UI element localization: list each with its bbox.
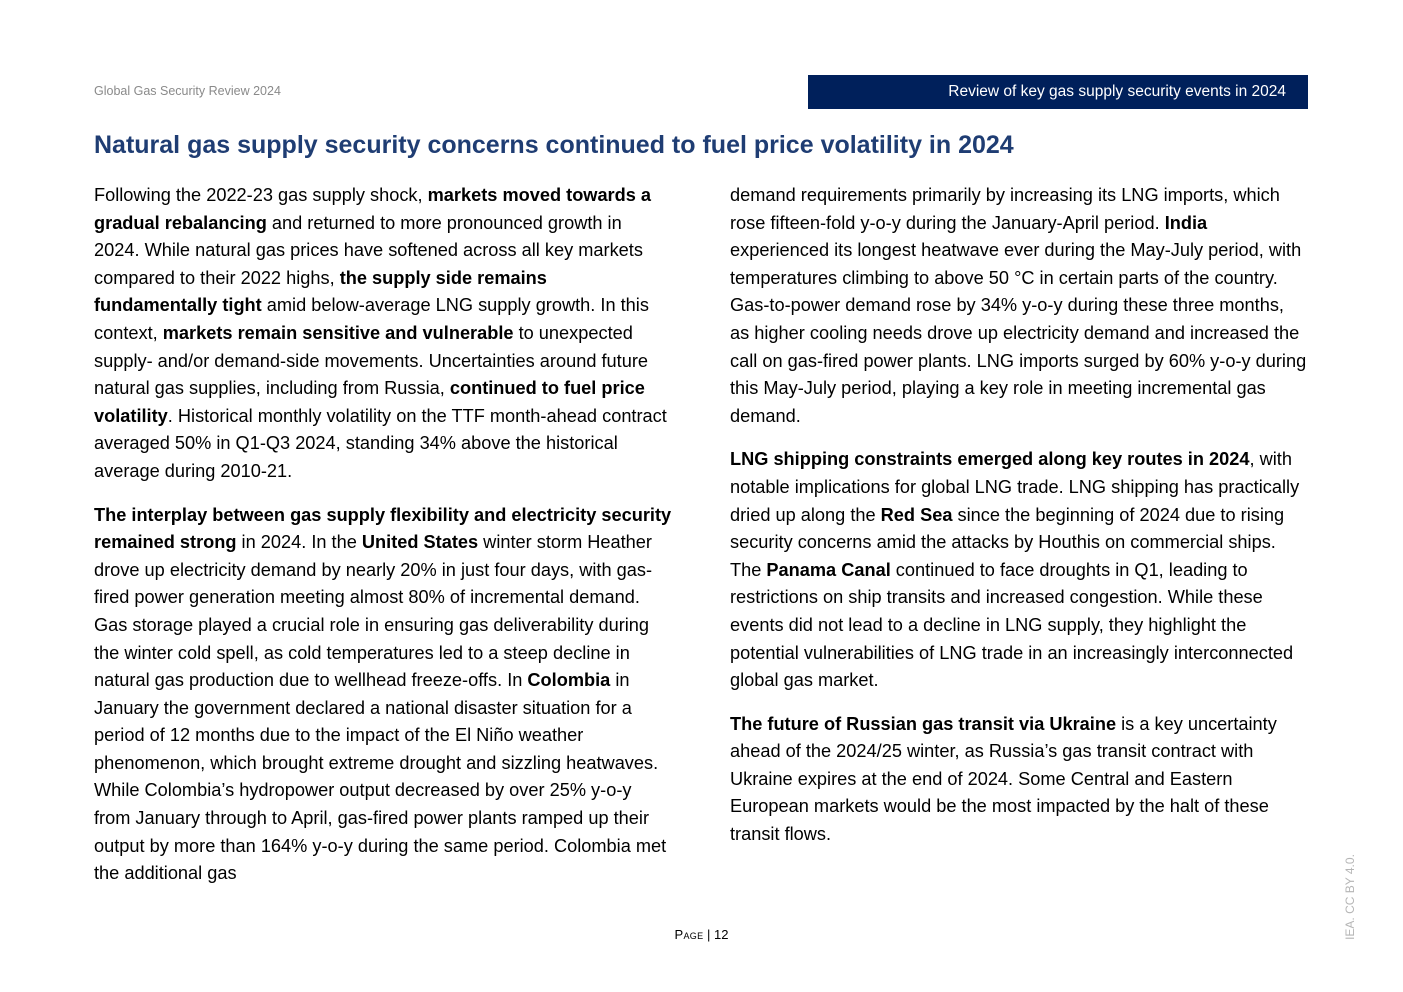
paragraph-market-rebalancing: Following the 2022-23 gas supply shock, markets moved towards a gradual rebalancing and returned to more pronounced growth in 2024. While natural gas prices have softened across all key markets compared to their 2022 highs, the supply side remains fundamentally tight amid below-average LNG supply growth. In this context, markets remain sensitive and vulnerable to unexpected supply- and/or demand-side movements. Uncertainties around future natural gas supplies, including from Russia, continued to fuel price volatility. Historical monthly volatility on the TTF month-ahead contract averaged 50% in Q1-Q3 2024, standing 34% above the historical average during 2010-21.	[94, 185, 667, 481]
page-number: 12	[714, 927, 729, 942]
paragraph-india-heatwave: demand requirements primarily by increasing its LNG imports, which rose fifteen-fold y-o-y during the January-April period. India experienced its longest heatwave ever during the May-July period, with temperatures climbing to above 50 °C in certain parts of the country. Gas-to-power demand rose by 34% y-o-y during these three months, as higher cooling needs drove up electricity demand and increased the call on gas-fired power plants. LNG imports surged by 60% y-o-y during this May-July period, playing a key role in meeting incremental gas demand.	[730, 185, 1307, 426]
report-name: Global Gas Security Review 2024	[94, 84, 281, 98]
left-column	[94, 182, 672, 904]
paragraph-ukraine-transit: The future of Russian gas transit via Ukraine is a key uncertainty ahead of the 2024/25 winter, as Russia’s gas transit contract with Ukraine expires at the end of 2024. Some Central and Eastern European markets would be the most impacted by the halt of these transit flows.	[730, 713, 1277, 845]
page-footer	[0, 927, 1403, 942]
page-label: Page	[674, 927, 704, 942]
right-column	[730, 182, 1308, 865]
page-title: Natural gas supply security concerns continued to fuel price volatility in 2024	[94, 131, 1014, 159]
paragraph-electricity-security: The interplay between gas supply flexibility and electricity security remained strong in 2024. In the United States winter storm Heather drove up electricity demand by nearly 20% in just four days, with gas-fired power generation meeting almost 80% of incremental demand. Gas storage played a crucial role in ensuring gas deliverability during the winter cold spell, as cold temperatures led to a steep decline in natural gas production due to wellhead freeze-offs. In Colombia in January the government declared a national disaster situation for a period of 12 months due to the impact of the El Niño weather phenomenon, which brought extreme drought and sizzling heatwaves. While Colombia’s hydropower output decreased by over 25% y-o-y from January through to April, gas-fired power plants ramped up their output by more than 164% y-o-y during the same period. Colombia met the additional gas	[94, 504, 672, 884]
page-separator: |	[703, 927, 715, 942]
section-banner: Review of key gas supply security events in 2024	[808, 75, 1308, 109]
paragraph-lng-shipping: LNG shipping constraints emerged along key routes in 2024, with notable implications for global LNG trade. LNG shipping has practically dried up along the Red Sea since the beginning of 2024 due to rising security concerns amid the attacks by Houthis on commercial ships. The Panama Canal continued to face droughts in Q1, leading to restrictions on ship transits and increased congestion. While these events did not lead to a decline in LNG supply, they highlight the potential vulnerabilities of LNG trade in an increasingly interconnected global gas market.	[730, 449, 1300, 691]
license-note: IEA. CC BY 4.0.	[1343, 854, 1357, 940]
